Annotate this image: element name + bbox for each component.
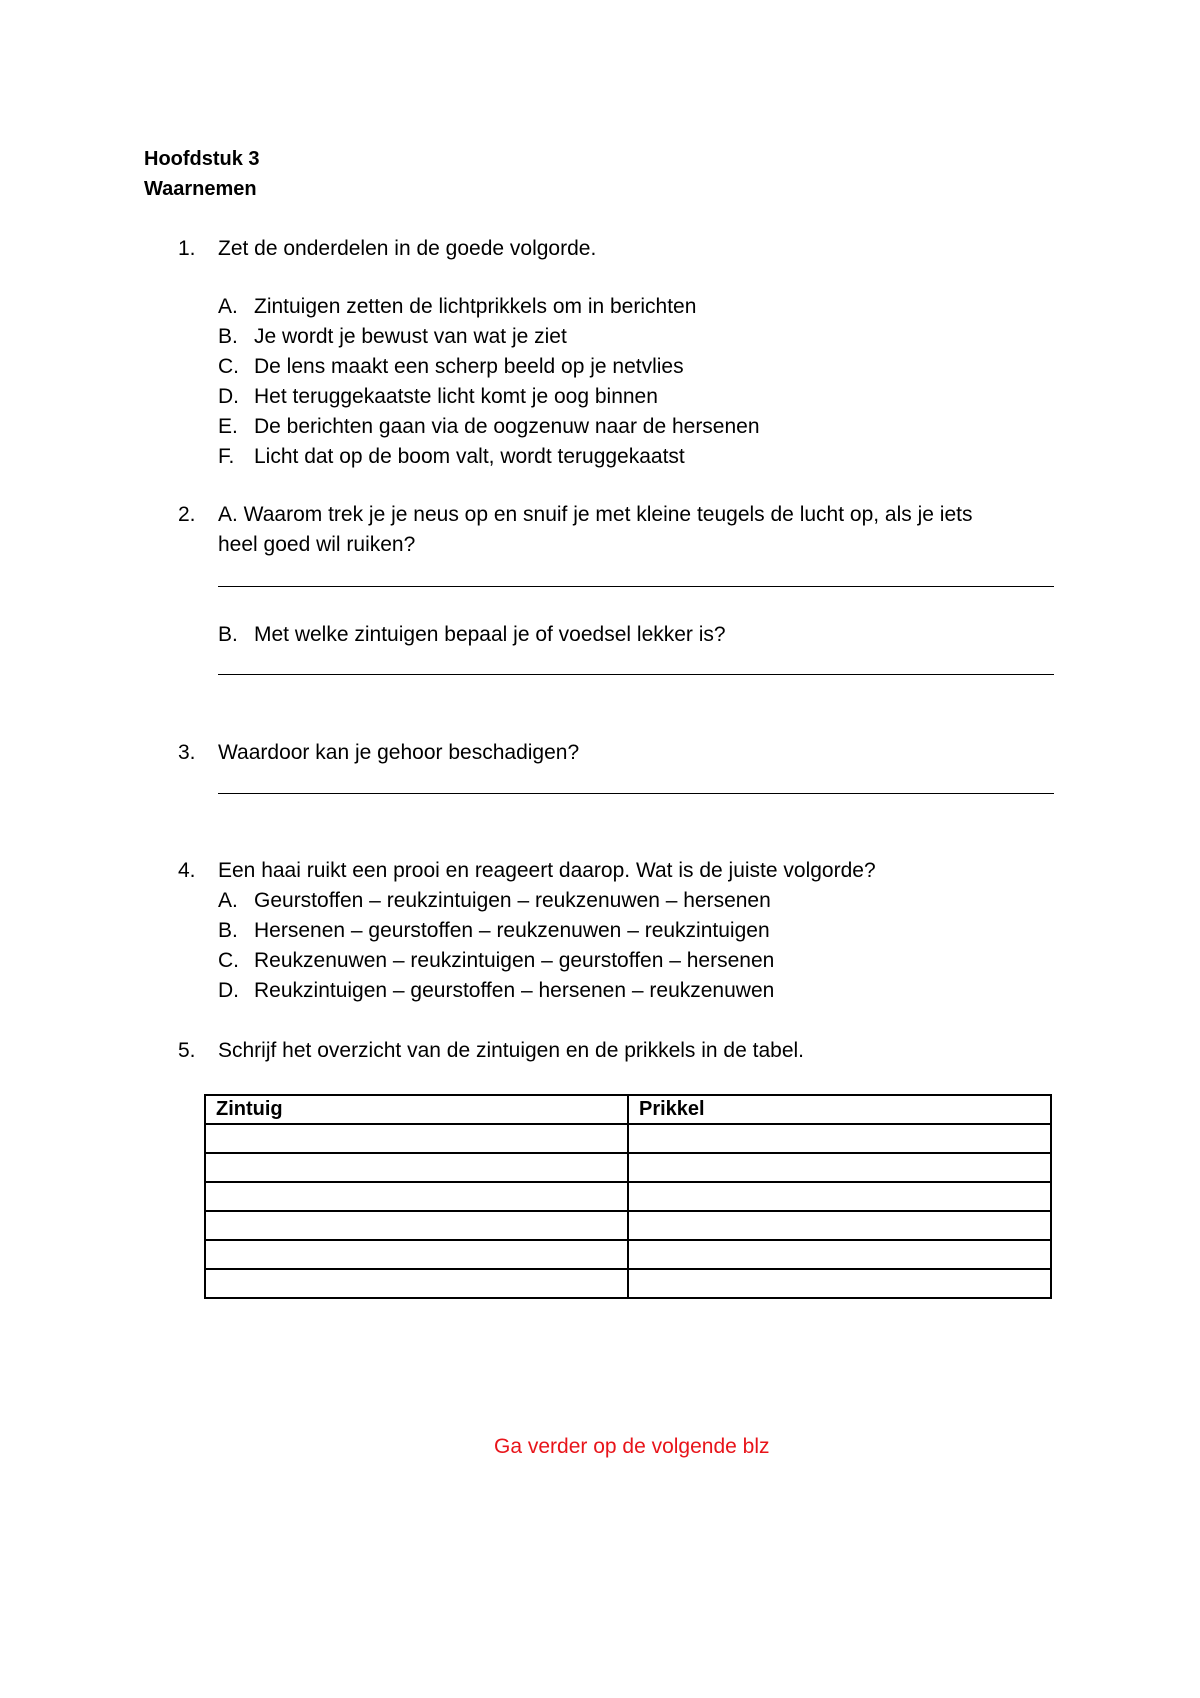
table-header-prikkel: Prikkel	[628, 1095, 1051, 1124]
question-5-text: Schrijf het overzicht van de zintuigen en de prikkels in de tabel.	[218, 1039, 805, 1062]
table-cell-zintuig[interactable]	[205, 1269, 628, 1298]
table-cell-prikkel[interactable]	[628, 1269, 1051, 1298]
table-cell-prikkel[interactable]	[628, 1153, 1051, 1182]
q4-option-a-letter: A.	[218, 889, 238, 912]
q2-part-b-text: Met welke zintuigen bepaal je of voedsel lekker is?	[254, 623, 726, 646]
q1-option-a-text: Zintuigen zetten de lichtprikkels om in berichten	[254, 295, 697, 318]
table-cell-prikkel[interactable]	[628, 1182, 1051, 1211]
question-2a-answer-line[interactable]	[218, 586, 1054, 587]
table-row	[205, 1153, 1051, 1182]
q1-option-e-text: De berichten gaan via de oogzenuw naar de hersenen	[254, 415, 760, 438]
table-cell-prikkel[interactable]	[628, 1240, 1051, 1269]
continue-next-page-note: Ga verder op de volgende blz	[494, 1435, 770, 1458]
table-cell-zintuig[interactable]	[205, 1182, 628, 1211]
q1-option-f-text: Licht dat op de boom valt, wordt teruggekaatst	[254, 445, 685, 468]
table-cell-prikkel[interactable]	[628, 1211, 1051, 1240]
table-row	[205, 1269, 1051, 1298]
q1-option-e-letter: E.	[218, 415, 238, 438]
q4-option-b-text: Hersenen – geurstoffen – reukzenuwen – reukzintuigen	[254, 919, 770, 942]
table-cell-zintuig[interactable]	[205, 1240, 628, 1269]
q4-option-b-letter: B.	[218, 919, 238, 942]
q4-option-c-letter: C.	[218, 949, 239, 972]
q2-part-b-letter: B.	[218, 623, 238, 646]
q1-option-c-text: De lens maakt een scherp beeld op je netvlies	[254, 355, 684, 378]
q1-option-d-letter: D.	[218, 385, 239, 408]
table-header-row	[205, 1095, 1051, 1124]
q1-option-c-letter: C.	[218, 355, 239, 378]
q1-option-a-letter: A.	[218, 295, 238, 318]
subject-title: Waarnemen	[144, 178, 257, 200]
table-header-zintuig: Zintuig	[205, 1095, 628, 1124]
table-row	[205, 1240, 1051, 1269]
q4-option-d-text: Reukzintuigen – geurstoffen – hersenen – reukzenuwen	[254, 979, 775, 1002]
question-2-number: 2.	[178, 503, 196, 526]
question-2a-text-line2: heel goed wil ruiken?	[218, 533, 416, 556]
senses-table	[204, 1094, 1052, 1299]
question-1-text: Zet de onderdelen in de goede volgorde.	[218, 237, 597, 260]
table-row	[205, 1124, 1051, 1153]
question-4-number: 4.	[178, 859, 196, 882]
q1-option-f-letter: F.	[218, 445, 235, 468]
question-5-number: 5.	[178, 1039, 196, 1062]
q4-option-c-text: Reukzenuwen – reukzintuigen – geurstoffen – hersenen	[254, 949, 775, 972]
question-3-number: 3.	[178, 741, 196, 764]
q4-option-a-text: Geurstoffen – reukzintuigen – reukzenuwen – hersenen	[254, 889, 771, 912]
table-cell-zintuig[interactable]	[205, 1124, 628, 1153]
table-cell-zintuig[interactable]	[205, 1211, 628, 1240]
q1-option-b-text: Je wordt je bewust van wat je ziet	[254, 325, 567, 348]
q1-option-d-text: Het teruggekaatste licht komt je oog binnen	[254, 385, 658, 408]
q1-option-b-letter: B.	[218, 325, 238, 348]
table-row	[205, 1182, 1051, 1211]
question-4-text: Een haai ruikt een prooi en reageert daarop. Wat is de juiste volgorde?	[218, 859, 876, 882]
question-3-answer-line[interactable]	[218, 793, 1054, 794]
question-3-text: Waardoor kan je gehoor beschadigen?	[218, 741, 580, 764]
question-1-number: 1.	[178, 237, 196, 260]
chapter-title: Hoofdstuk 3	[144, 148, 260, 170]
table-cell-prikkel[interactable]	[628, 1124, 1051, 1153]
q4-option-d-letter: D.	[218, 979, 239, 1002]
table-row	[205, 1211, 1051, 1240]
table-cell-zintuig[interactable]	[205, 1153, 628, 1182]
question-2a-text-line1: A. Waarom trek je je neus op en snuif je met kleine teugels de lucht op, als je iets	[218, 503, 973, 526]
question-2b-answer-line[interactable]	[218, 674, 1054, 675]
